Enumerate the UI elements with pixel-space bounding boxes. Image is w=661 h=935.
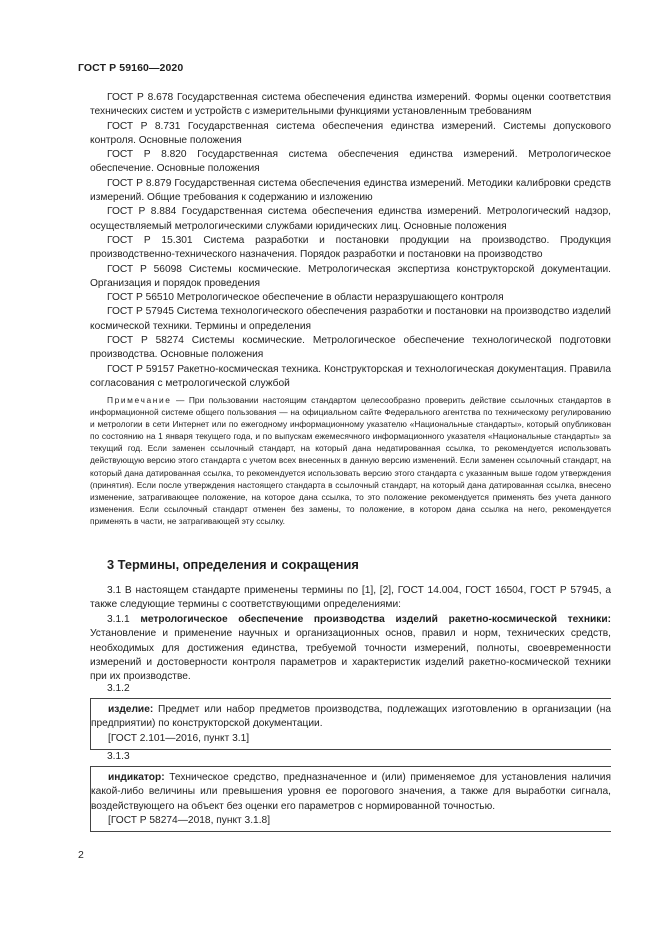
page-number: 2 <box>78 849 84 861</box>
term-3-1-1 <box>90 613 611 684</box>
reference-item: ГОСТ Р 8.731 Государственная система обеспечения единства измерений. Системы допускового контроля. Основные положения <box>90 120 611 146</box>
reference-item: ГОСТ Р 57945 Система технологического обеспечения разработки и постановки на производство изделий космической техники. Термины и определения <box>90 306 611 332</box>
term-3-1-2 <box>91 703 611 732</box>
normative-references-list <box>90 91 611 391</box>
term-name: индикатор: <box>108 772 165 783</box>
note-text: — При пользовании настоящим стандартом целесообразно проверить действие ссылочных стандартов в информационной системе общего пользования — на официальном сайте Федерального агентства по техническому регулированию и метрологии в сети Интернет или по ежегодному информационному указателю «Национальные стандарты», который опубликован по состоянию на 1 января текущего года, и по выпускам ежемесячного информационного указателя «Национальные стандарты» за текущий год. Если заменен ссылочный стандарт, на который дана недатированная ссылка, то рекомендуется использовать действующую версию этого стандарта с учетом всех внесенных в данную версию изменений. Если заменен ссылочный стандарт, на который дана датированная ссылка, то рекомендуется использовать версию этого стандарта с указанным выше годом утверждения (принятия). Если после утверждения настоящего стандарта в ссылочный стандарт, на который дана датированная ссылка, внесено изменение, затрагивающее положение, на которое дана ссылка, то это положение рекомендуется применять без учета данного изменения. Если ссылочный стандарт отменен без замены, то положение, в котором дана ссылка на него, рекомендуется применять в части, не затрагивающей эту ссылку. <box>90 395 611 526</box>
term-definition: Установление и применение научных и организационных основ, правил и норм, технических средств, необходимых для достижения единства, требуемой точности измерений, полноты, своевременности измерений и достоверности контроля параметров и характеристик изделий ракетно-космической техники при их производстве. <box>90 628 611 683</box>
term-name: изделие: <box>108 704 154 715</box>
term-source: [ГОСТ Р 58274—2018, пункт 3.1.8] <box>108 814 271 826</box>
reference-item: ГОСТ Р 56510 Метрологическое обеспечение в области неразрушающего контроля <box>107 292 504 304</box>
term-number: 3.1.3 <box>107 751 130 762</box>
references-note <box>90 394 611 527</box>
reference-item: ГОСТ Р 8.678 Государственная система обеспечения единства измерений. Формы оценки соответствия технических систем и устройств с измерительными функциями установленным требованиям <box>90 92 611 118</box>
reference-item: ГОСТ Р 8.884 Государственная система обеспечения единства измерений. Метрологический надзор, осуществляемый метрологическими службами юридических лиц. Основные положения <box>90 206 611 232</box>
note-label: Примечание <box>107 395 172 405</box>
term-box-3-1-3 <box>90 766 611 832</box>
reference-item: ГОСТ Р 8.879 Государственная система обеспечения единства измерений. Методики калибровки средств измерений. Общие требования к содержанию и изложению <box>90 177 611 204</box>
reference-item: ГОСТ Р 8.820 Государственная система обеспечения единства измерений. Метрологическое обеспечение. Основные положения <box>90 149 611 175</box>
reference-item: ГОСТ Р 59157 Ракетно-космическая техника. Конструкторская и технологическая документация. Правила согласования с метрологической службой <box>90 363 611 389</box>
term-3-1-3 <box>91 771 611 814</box>
reference-item: ГОСТ Р 56098 Системы космические. Метрологическая экспертиза конструкторской документации. Организация и порядок проведения <box>90 263 611 289</box>
reference-item: ГОСТ Р 15.301 Система разработки и постановки продукции на производство. Продукция производственно-технического назначения. Порядок разработки и постановки на производство <box>90 234 611 261</box>
term-name: метрологическое обеспечение производства изделий ракетно-космической техники: <box>140 614 611 625</box>
term-box-3-1-2 <box>90 698 611 750</box>
reference-item: ГОСТ Р 58274 Системы космические. Метрологическое обеспечение технологической подготовки производства. Основные положения <box>90 335 611 361</box>
term-definition: Предмет или набор предметов производства, подлежащих изготовлению в организации (на предприятии) по конструкторской документации. <box>91 704 611 730</box>
term-definition: Техническое средство, предназначенное и (или) применяемое для установления наличия какой-либо величины или превышения уровня ее порогового значения, а также для выработки сигнала, воздействующего на объект без оценки его параметров с нормированной точностью. <box>91 772 611 812</box>
term-number: 3.1.2 <box>107 683 130 694</box>
paragraph-3-1: 3.1 В настоящем стандарте применены термины по [1], [2], ГОСТ 14.004, ГОСТ 16504, ГОСТ Р 57945, а также следующие термины с соответствующими определениями: <box>90 585 611 611</box>
document-id-header: ГОСТ Р 59160—2020 <box>78 62 184 74</box>
term-number: 3.1.1 <box>107 614 130 625</box>
section-title: 3 Термины, определения и сокращения <box>107 557 359 572</box>
term-source: [ГОСТ 2.101—2016, пункт 3.1] <box>108 732 250 744</box>
